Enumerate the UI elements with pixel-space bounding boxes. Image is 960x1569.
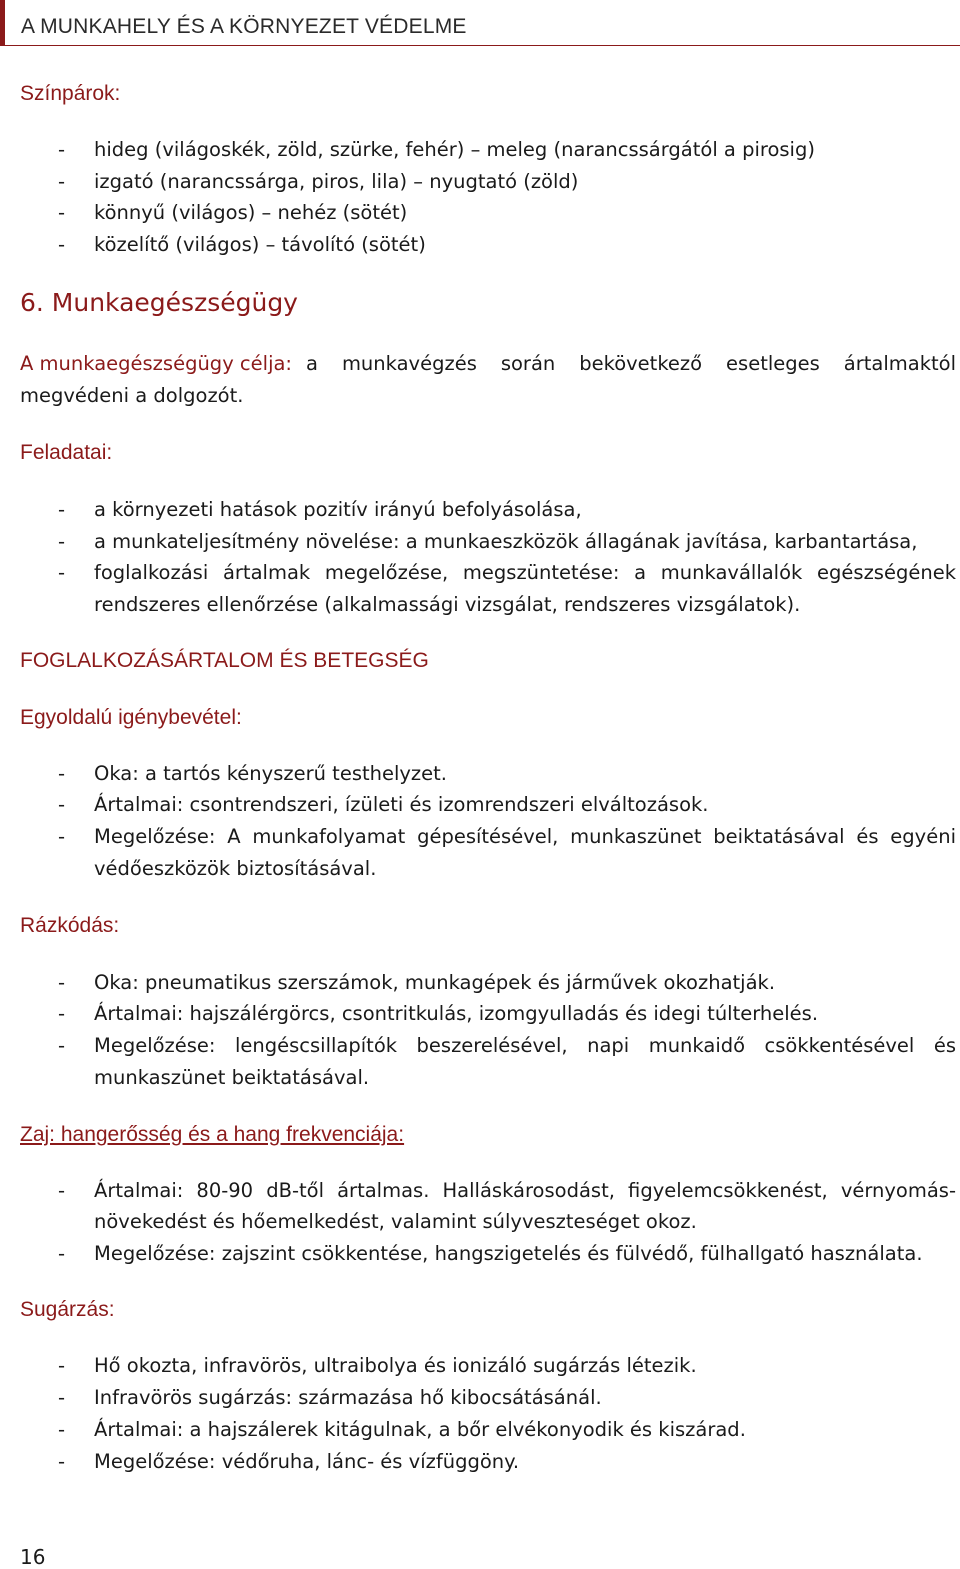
list-item-text: Hő okozta, infravörös, ultraibolya és ionizáló sugárzás létezik.	[94, 1354, 697, 1377]
list-item-text: növekedést és hőemelkedést, valamint súlyveszteséget okoz.	[94, 1210, 697, 1233]
bullet-dash: -	[58, 1002, 66, 1025]
bullet-dash: -	[58, 825, 66, 848]
list-item-text: hideg (világoskék, zöld, szürke, fehér) – meleg (narancssárgától a pirosig)	[94, 138, 815, 161]
list-item-text: rendszeres ellenőrzése (alkalmassági vizsgálat, rendszeres vizsgálatok).	[94, 593, 801, 616]
list-item-text: Infravörös sugárzás: származása hő kibocsátásánál.	[94, 1386, 602, 1409]
bullet-dash: -	[58, 1354, 66, 1377]
list-item-text: Ártalmai: csontrendszeri, ízületi és izomrendszeri elváltozások.	[94, 793, 709, 816]
list-item-text: Megelőzése: lengéscsillapítók beszerelésével, napi munkaidő csökkentésével és	[94, 1034, 956, 1057]
list-item-text: védőeszközök biztosításával.	[94, 857, 377, 880]
list-item-text: a környezeti hatások pozitív irányú befolyásolása,	[94, 498, 582, 521]
heading-szinparok: Színpárok:	[20, 82, 121, 105]
bullet-dash: -	[58, 1418, 66, 1441]
goal-text-line1: a munkavégzés során bekövetkező esetleges ártalmaktól	[306, 352, 956, 375]
page-header	[0, 0, 960, 46]
list-item-text: izgató (narancssárga, piros, lila) – nyugtató (zöld)	[94, 170, 579, 193]
list-item-text: Ártalmai: a hajszálerek kitágulnak, a bőr elvékonyodik és kiszárad.	[94, 1418, 746, 1441]
heading-foglalkozasartalom: FOGLALKOZÁSÁRTALOM ÉS BETEGSÉG	[20, 649, 429, 672]
list-item-text: Megelőzése: A munkafolyamat gépesítésével, munkaszünet beiktatásával és egyéni	[94, 825, 956, 848]
list-item-text: Ártalmai: hajszálérgörcs, csontritkulás, izomgyulladás és idegi túlterhelés.	[94, 1002, 819, 1025]
heading-egyoldalu: Egyoldalú igénybevétel:	[20, 706, 242, 729]
list-item-text: könnyű (világos) – nehéz (sötét)	[94, 201, 408, 224]
goal-text-line2: megvédeni a dolgozót.	[20, 384, 244, 407]
bullet-dash: -	[58, 138, 66, 161]
page-number: 16	[20, 1545, 46, 1569]
bullet-dash: -	[58, 1179, 66, 1202]
bullet-dash: -	[58, 561, 66, 584]
list-item-text: Oka: a tartós kényszerű testhelyzet.	[94, 762, 448, 785]
heading-zaj	[20, 1123, 404, 1147]
bullet-dash: -	[58, 793, 66, 816]
list-item-text: Ártalmai: 80-90 dB-től ártalmas. Halláskárosodást, figyelemcsökkenést, vérnyomás-	[94, 1179, 956, 1202]
bullet-dash: -	[58, 170, 66, 193]
bullet-dash: -	[58, 762, 66, 785]
bullet-dash: -	[58, 1034, 66, 1057]
header-title: A MUNKAHELY ÉS A KÖRNYEZET VÉDELME	[21, 15, 467, 38]
heading-feladatai: Feladatai:	[20, 441, 113, 464]
bullet-dash: -	[58, 201, 66, 224]
heading-sugarzas: Sugárzás:	[20, 1298, 115, 1321]
bullet-dash: -	[58, 530, 66, 553]
bullet-dash: -	[58, 971, 66, 994]
goal-label: A munkaegészségügy célja:	[20, 352, 293, 375]
bullet-dash: -	[58, 498, 66, 521]
list-item-text: Megelőzése: védőruha, lánc- és vízfüggöny.	[94, 1450, 520, 1473]
bullet-dash: -	[58, 233, 66, 256]
list-item-text: a munkateljesítmény növelése: a munkaeszközök állagának javítása, karbantartása,	[94, 530, 918, 553]
bullet-dash: -	[58, 1386, 66, 1409]
heading-munkaegeszsegugy: 6. Munkaegészségügy	[20, 288, 298, 317]
heading-zaj-text: Zaj: hangerősség és a hang frekvenciája:	[20, 1123, 405, 1146]
list-item-text: Oka: pneumatikus szerszámok, munkagépek és járművek okozhatják.	[94, 971, 776, 994]
list-item-text: Megelőzése: zajszint csökkentése, hangszigetelés és fülvédő, fülhallgató használata.	[94, 1242, 923, 1265]
bullet-dash: -	[58, 1242, 66, 1265]
list-item-text: közelítő (világos) – távolító (sötét)	[94, 233, 426, 256]
list-item-text: munkaszünet beiktatásával.	[94, 1066, 370, 1089]
list-item-text: foglalkozási ártalmak megelőzése, megszüntetése: a munkavállalók egészségének	[94, 561, 956, 584]
goal-paragraph	[20, 352, 956, 407]
bullet-dash: -	[58, 1450, 66, 1473]
heading-razkodas: Rázkódás:	[20, 914, 120, 937]
